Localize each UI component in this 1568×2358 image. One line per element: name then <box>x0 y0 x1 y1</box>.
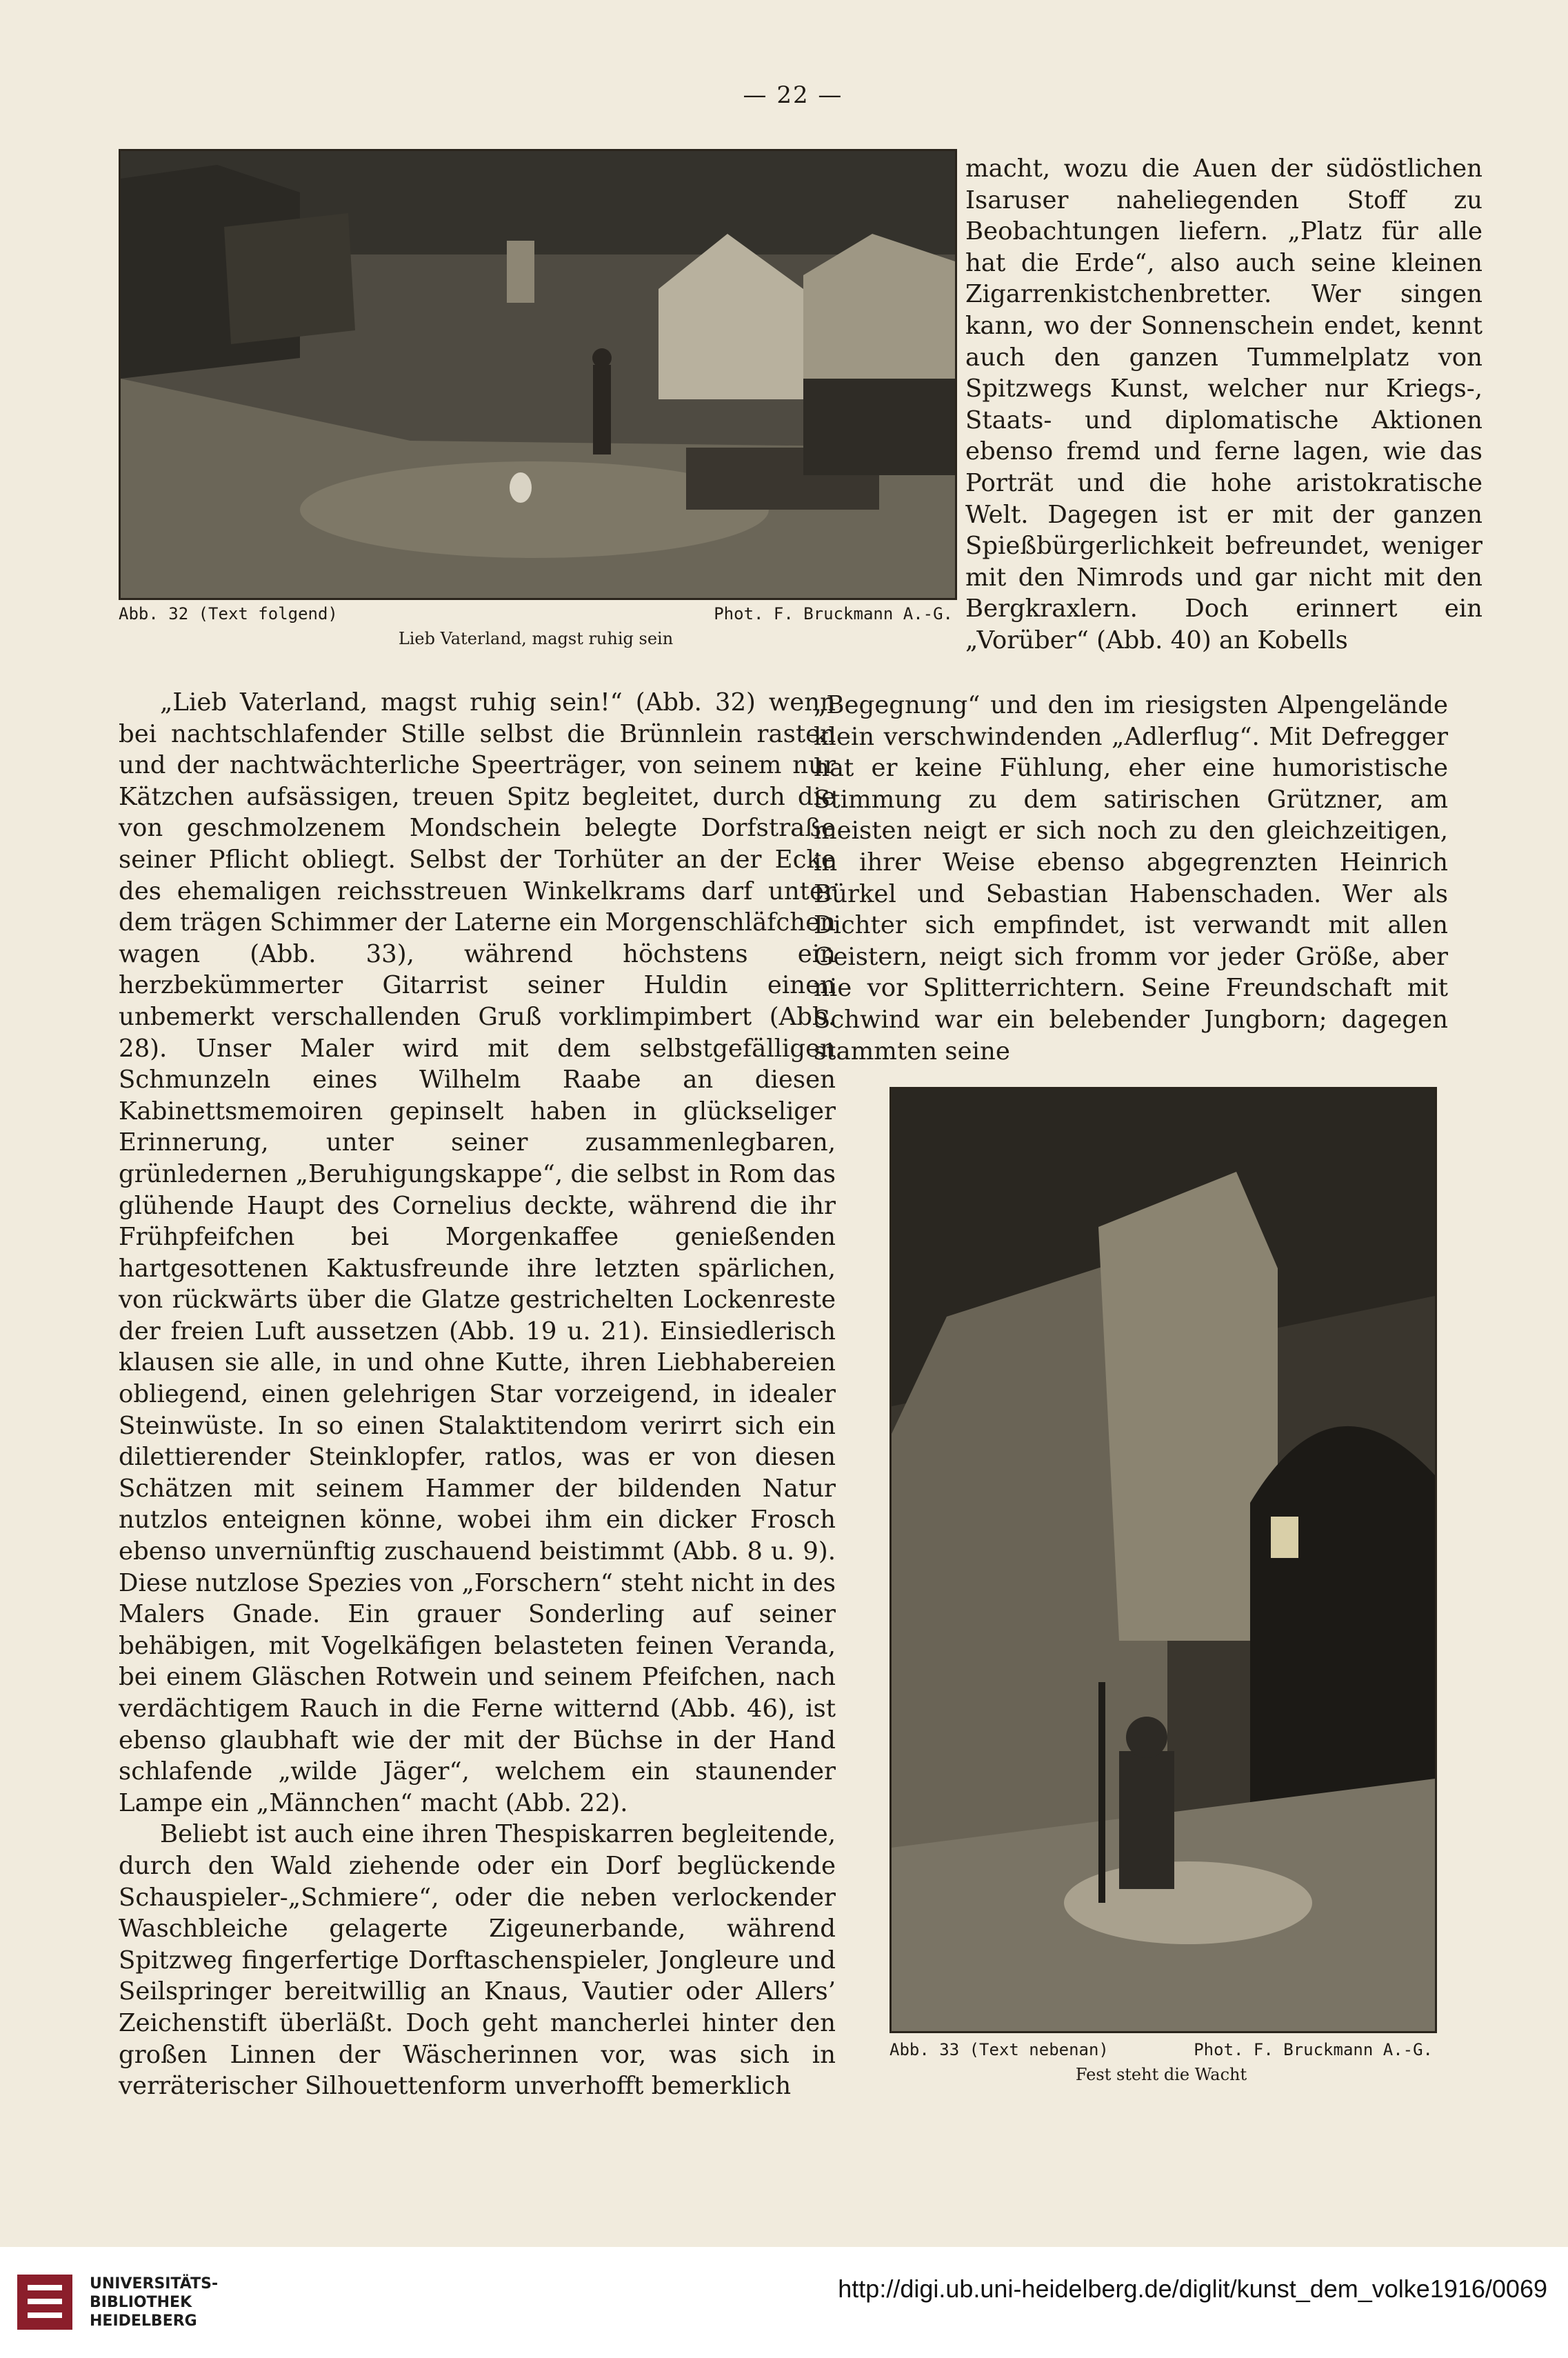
figure-33-credit: Phot. F. Bruckmann A.-G. <box>1194 2040 1433 2059</box>
paragraph: macht, wozu die Auen der südöstlichen Isaruser naheliegenden Stoff zu Beobachtungen liefern. „Platz für alle hat die Erde“, also auch seine kleinen Zigarrenkistchenbretter. Wer singen kann, wo der Sonnenschein endet, kennt auch den ganzen Tummelplatz von Spitzwegs Kunst, welcher nur Kriegs-, Staats- und diplomatische Aktionen ebenso fremd und ferne lagen, wie das Porträt und die hohe aristokratische Welt. Dagegen ist er mit der ganzen Spießbürgerlichkeit befreundet, weniger mit den Nimrods und gar nicht mit den Bergkraxlern. Doch erinnert ein „Vorüber“ (Abb. 40) an Kobells <box>965 154 1482 655</box>
left-column-text <box>119 687 836 2102</box>
figure-32-title: Lieb Vaterland, magst ruhig sein <box>398 629 674 648</box>
university-logo-icon <box>14 2268 76 2337</box>
figure-33-painting <box>889 1087 1437 2033</box>
figure-32-credit: Phot. F. Bruckmann A.-G. <box>714 604 953 623</box>
figure-33-caption <box>889 2040 1433 2059</box>
figure-33-title: Fest steht die Wacht <box>1075 2065 1247 2084</box>
right-column-top-text <box>965 153 1482 657</box>
right-column-middle-text <box>814 690 1448 1067</box>
figure-32-caption <box>119 604 953 623</box>
paragraph: „Lieb Vaterland, magst ruhig sein!“ (Abb. 32) wenn bei nachtschlafender Stille selbst die Brünnlein rasten und der nachtwächterliche Speerträger, von seinem nur Kätzchen aufsässigen, treuen Spitz begleitet, durch die von geschmolzenem Mondschein belegte Dorfstraße seiner Pflicht obliegt. Selbst der Torhüter an der Ecke des ehemaligen reichsstreuen Winkelkrams darf unter dem trägen Schimmer der Laterne ein Morgenschläfchen wagen (Abb. 33), während höchstens ein herzbekümmerter Gitarrist seiner Huldin einen unbemerkt verschallenden Gruß vorklimpimbert (Abb. 28). Unser Maler wird mit dem selbstgefälligen Schmunzeln eines Wilhelm Raabe an diesen Kabinettsmemoiren gepinselt haben in glückseliger Erinnerung, unter seiner zusammenlegbaren, grünledernen „Beruhigungskappe“, die selbst in Rom das glühende Haupt des Cornelius deckte, während die ihr Frühpfeifchen bei Morgenkaffee genießenden hartgesottenen Kaktusfreunde ihre letzten spärlichen, von rückwärts über die Glatze gestrichelten Lockenreste der freien Luft aussetzen (Abb. 19 u. 21). Einsiedlerisch klausen sie alle, in und ohne Kutte, ihren Liebhabereien obliegend, einen gelehrigen Star vorzeigend, in idealer Steinwüste. In so einen Stalaktitendom verirrt sich ein dilettierender Steinklopfer, ratlos, was er von diesen Schätzen mit seinem Hammer der bildenden Natur nutzlos enteignen könne, wobei ihm ein dicker Frosch ebenso unvernünftig zuschauend beistimmt (Abb. 8 u. 9). Diese nutzlose Spezies von „Forschern“ steht nicht in des Malers Gnade. Ein grauer Sonderling auf seiner behäbigen, mit Vogelkäfigen belasteten feinen Veranda, bei einem Gläschen Rotwein und seinem Pfeifchen, nach verdächtigem Rauch in die Ferne witternd (Abb. 46), ist ebenso glaubhaft wie der mit der Büchse in der Hand schlafende „wilde Jäger“, welchem ein staunender Lampe ein „Männchen“ macht (Abb. 22). <box>119 688 836 1817</box>
figure-33-number: Abb. 33 (Text nebenan) <box>889 2040 1109 2059</box>
paragraph: Beliebt ist auch eine ihren Thespiskarren begleitende, durch den Wald ziehende oder ein Dorf beglückende Schauspieler-„Schmiere“, oder die neben verlockender Waschbleiche gelagerte Zigeunerbande, während Spitzweg fingerfertige Dorftaschenspieler, Jongleure und Seilspringer bereitwillig an Knaus, Vautier oder Allers’ Zeichenstift überläßt. Doch geht mancherlei hinter den großen Linnen der Wäscherinnen vor, was sich in verräterischer Silhouettenform unverhofft bemerklich <box>119 1820 836 2101</box>
page-number: — 22 — <box>743 81 843 109</box>
library-footer <box>0 2247 1568 2358</box>
figure-32-painting <box>119 149 957 600</box>
paragraph: „Begegnung“ und den im riesigsten Alpengelände klein verschwindenden „Adlerflug“. Mit Defregger hat er keine Fühlung, eher eine humoristische Stimmung zu dem satirischen Grützner, am meisten neigt er sich noch zu den gleichzeitigen, in ihrer Weise ebenso abgegrenzten Heinrich Bürkel und Sebastian Habenschaden. Wer als Dichter sich empfindet, ist verwandt mit allen Geistern, neigt sich fromm vor jeder Größe, aber nie vor Splitterrichtern. Seine Freundschaft mit Schwind war ein belebender Jungborn; dagegen stammten seine <box>814 691 1448 1066</box>
figure-32-number: Abb. 32 (Text folgend) <box>119 604 338 623</box>
source-url-link[interactable]: http://digi.ub.uni-heidelberg.de/diglit/kunst_dem_volke1916/0069 <box>838 2275 1547 2303</box>
university-name: UNIVERSITÄTS- BIBLIOTHEK HEIDELBERG <box>90 2275 219 2330</box>
